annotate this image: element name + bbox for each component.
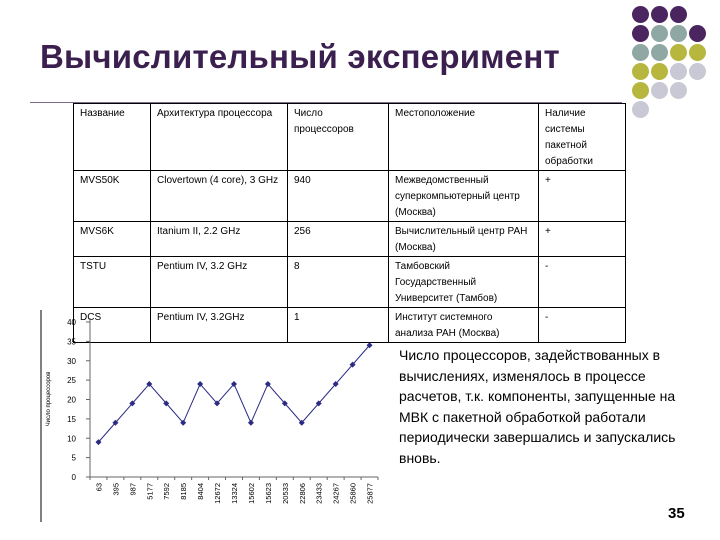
cell-architecture: Clovertown (4 core), 3 GHz bbox=[151, 171, 288, 222]
decorative-dot bbox=[632, 44, 649, 61]
page-number: 35 bbox=[668, 505, 685, 522]
cell-batch-system: + bbox=[539, 171, 626, 222]
decorative-dot bbox=[632, 82, 649, 99]
cell-architecture: Pentium IV, 3.2GHz bbox=[151, 308, 288, 343]
table-row bbox=[74, 257, 626, 308]
decorative-dot bbox=[632, 101, 649, 118]
y-tick-label: 10 bbox=[67, 434, 76, 444]
cell-location: Тамбовский Государственный Университет (Тамбов) bbox=[389, 257, 539, 308]
cell-location: Институт системного анализа РАН (Москва) bbox=[389, 308, 539, 343]
cell-batch-system: - bbox=[539, 308, 626, 343]
decorative-dot bbox=[651, 44, 668, 61]
table-row bbox=[74, 171, 626, 222]
decorative-dot bbox=[651, 6, 668, 23]
decorative-dot bbox=[670, 25, 687, 42]
cell-processor-count: 1 bbox=[288, 308, 389, 343]
y-axis-label: Число процессоров bbox=[46, 371, 52, 427]
x-tick-label: 22806 bbox=[297, 483, 307, 504]
decorative-dot bbox=[670, 6, 687, 23]
header-location: Местоположение bbox=[389, 104, 539, 171]
decorative-dot bbox=[689, 63, 706, 80]
y-tick-label: 30 bbox=[67, 356, 76, 366]
decorative-dot bbox=[670, 82, 687, 99]
x-tick-label: 25860 bbox=[348, 483, 358, 504]
y-tick-label: 40 bbox=[67, 318, 76, 327]
y-tick-label: 5 bbox=[71, 453, 76, 463]
header-batch-system: Наличие системы пакетной обработки bbox=[539, 104, 626, 171]
y-tick-label: 0 bbox=[71, 473, 76, 482]
decorative-dot bbox=[689, 44, 706, 61]
x-tick-label: 25877 bbox=[365, 483, 375, 504]
x-tick-label: 23433 bbox=[314, 483, 324, 504]
decorative-dot bbox=[670, 44, 687, 61]
x-tick-label: 20533 bbox=[280, 483, 290, 504]
description-text: Число процессоров, задействованных в вычислениях, изменялось в процессе расчетов, т.к. компоненты, запущенные на МВК с пакетной обработкой работали периодически завершались и запускались вновь. bbox=[399, 347, 676, 466]
y-tick-label: 35 bbox=[67, 337, 76, 347]
slide-title: Вычислительный эксперимент bbox=[40, 38, 560, 75]
header-name: Название bbox=[74, 104, 151, 171]
decorative-dot bbox=[632, 25, 649, 42]
x-tick-label: 15623 bbox=[263, 483, 273, 504]
cell-processor-count: 256 bbox=[288, 222, 389, 257]
decorative-dots bbox=[632, 6, 720, 126]
y-tick-label: 25 bbox=[67, 376, 76, 386]
cell-name: TSTU bbox=[74, 257, 151, 308]
cell-architecture: Itanium II, 2.2 GHz bbox=[151, 222, 288, 257]
x-tick-label: 12672 bbox=[213, 483, 223, 504]
processor-count-chart bbox=[38, 306, 388, 524]
y-tick-label: 15 bbox=[67, 414, 76, 424]
cell-name: DCS bbox=[74, 308, 151, 343]
x-tick-label: 395 bbox=[111, 483, 121, 496]
x-tick-label: 7592 bbox=[162, 483, 172, 500]
cell-name: MVS6K bbox=[74, 222, 151, 257]
decorative-dot bbox=[651, 63, 668, 80]
decorative-dot bbox=[689, 25, 706, 42]
header-architecture: Архитектура процессора bbox=[151, 104, 288, 171]
decorative-dot bbox=[632, 63, 649, 80]
series-line bbox=[98, 345, 369, 442]
table-row bbox=[74, 222, 626, 257]
decorative-dot bbox=[651, 82, 668, 99]
x-tick-label: 5177 bbox=[145, 483, 155, 500]
x-tick-label: 8404 bbox=[196, 483, 206, 500]
decorative-dot bbox=[670, 63, 687, 80]
decorative-dot bbox=[632, 6, 649, 23]
x-tick-label: 24267 bbox=[331, 483, 341, 504]
x-tick-label: 987 bbox=[128, 483, 138, 496]
x-tick-label: 63 bbox=[94, 483, 104, 492]
y-tick-label: 20 bbox=[67, 395, 76, 405]
cell-batch-system: + bbox=[539, 222, 626, 257]
cell-processor-count: 940 bbox=[288, 171, 389, 222]
cell-architecture: Pentium IV, 3.2 GHz bbox=[151, 257, 288, 308]
x-tick-label: 8185 bbox=[179, 483, 189, 500]
x-tick-label: 15602 bbox=[246, 483, 256, 504]
decorative-dot bbox=[651, 25, 668, 42]
header-processor-count: Число процессоров bbox=[288, 104, 389, 171]
cell-location: Вычислительный центр РАН (Москва) bbox=[389, 222, 539, 257]
table-header-row bbox=[74, 104, 626, 171]
x-tick-label: 13324 bbox=[230, 483, 239, 504]
cell-processor-count: 8 bbox=[288, 257, 389, 308]
data-point bbox=[248, 420, 254, 426]
cell-location: Межведомственный суперкомпьютерный центр (Москва) bbox=[389, 171, 539, 222]
cell-name: MVS50K bbox=[74, 171, 151, 222]
cell-batch-system: - bbox=[539, 257, 626, 308]
